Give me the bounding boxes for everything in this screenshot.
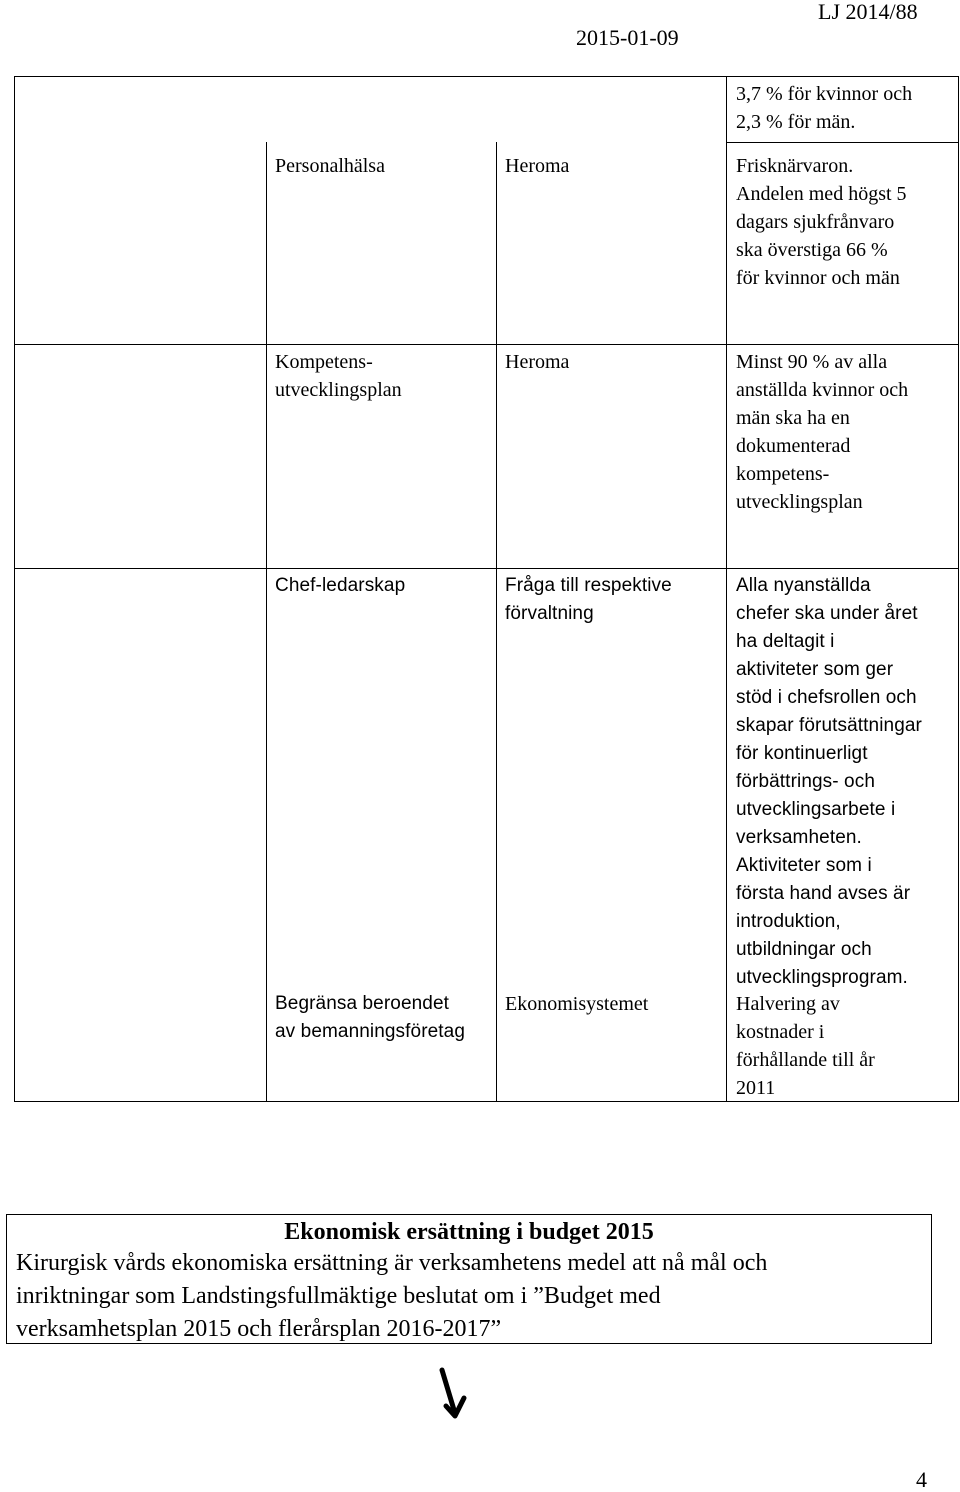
table-cell-source: Heroma [505, 351, 570, 373]
table-cell-target: Minst 90 % av alla anställda kvinnor och män ska ha en dokumenterad kompetens- utvecklingsplan [736, 351, 909, 513]
budget-title: Ekonomisk ersättning i budget 2015 [284, 1219, 654, 1245]
page-number: 4 [916, 1467, 927, 1492]
document-date: 2015-01-09 [576, 25, 679, 50]
budget-text-line: inriktningar som Landstingsfullmäktige beslutat om i ”Budget med [16, 1283, 661, 1309]
table-cell-area: Chef-ledarskap [275, 575, 406, 596]
table-divider-col1 [266, 142, 267, 1102]
budget-box [6, 1214, 932, 1344]
table-cell-source: Fråga till respektive förvaltning [505, 575, 672, 624]
table-cell-area: Begränsa beroendet av bemanningsföretag [275, 993, 466, 1042]
table-cell-target: Frisknärvaron. Andelen med högst 5 dagars sjukfrånvaro ska överstiga 66 % för kvinnor och män [736, 155, 907, 289]
table-cell-target: Alla nyanställda chefer ska under året ha deltagit i aktiviteter som ger stöd i chefsrollen och skapar förutsättningar för kontinuerligt förbättrings- och utvecklingsarbete i verksamheten. Aktiviteter som i första hand avses är introduktion, utbildningar och utvecklingsprogram. [736, 575, 922, 988]
table-divider-col3 [726, 76, 727, 1102]
table-border-left [14, 76, 15, 1102]
table-cell-area: Personalhälsa [275, 155, 385, 177]
table-row-divider-3 [14, 568, 959, 569]
table-cell-source: Heroma [505, 155, 570, 177]
table-border-right [958, 76, 959, 1102]
document-reference: LJ 2014/88 [818, 0, 918, 24]
table-row-divider-1 [726, 142, 959, 143]
table-cell-area: Kompetens- utvecklingsplan [275, 351, 402, 401]
arrow-down-icon [436, 1366, 476, 1427]
goals-table [14, 76, 959, 1102]
table-border-top [14, 76, 959, 77]
budget-text-line: Kirurgisk vårds ekonomiska ersättning är verksamhetens medel att nå mål och [16, 1250, 768, 1276]
table-cell-target: 3,7 % för kvinnor och 2,3 % för män. [736, 83, 913, 133]
budget-text-line: verksamhetsplan 2015 och flerårsplan 2016-2017” [16, 1316, 502, 1342]
table-cell-source: Ekonomisystemet [505, 993, 649, 1015]
table-divider-col2 [496, 142, 497, 1102]
table-row-divider-2 [14, 344, 959, 345]
table-cell-target: Halvering av kostnader i förhållande till år 2011 [736, 993, 875, 1099]
